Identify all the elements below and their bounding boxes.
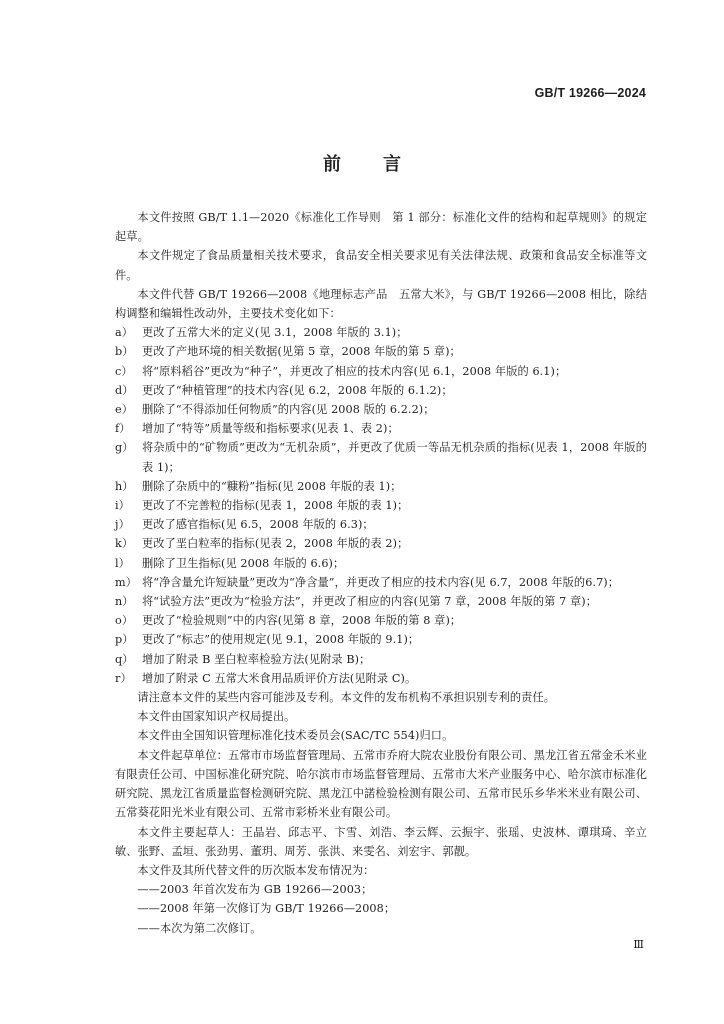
- list-item: [115, 438, 647, 476]
- list-item: [115, 496, 647, 515]
- history-line: ——2003 年首次发布为 GB 19266—2003；: [137, 883, 373, 897]
- closing-paragraph: 本文件主要起草人：王晶岩、邱志平、卞雪、刘浩、李云辉、云振宇、张瑶、史波林、谭琪琦、辛立敏、张野、孟垣、张劲男、董玥、周芳、张洪、来雯名、刘宏宇、郭靓。: [115, 825, 647, 858]
- list-item-text: 更改了“标志”的使用规定(见 9.1，2008 年版的 9.1)；: [142, 633, 420, 647]
- list-marker: p）: [115, 633, 134, 647]
- list-marker: q）: [115, 652, 134, 666]
- standard-code: GB/T 19266—2024: [534, 86, 646, 100]
- list-item: [115, 630, 647, 649]
- list-item: [115, 342, 647, 361]
- list-item-text: 将“净含量允许短缺量”更改为“净含量”，并更改了相应的技术内容(见 6.7，2008 年版的6.7)；: [142, 575, 620, 589]
- list-item-text: 将杂质中的“矿物质”更改为“无机杂质”，并更改了优质一等品无机杂质的指标(见表 1，2008 年版的表 1)；: [142, 441, 647, 474]
- list-marker: d）: [115, 383, 134, 397]
- list-marker: m）: [115, 575, 137, 589]
- closing-paragraph: 本文件起草单位：五常市市场监督管理局、五常市乔府大院农业股份有限公司、黑龙江省五常金禾米业有限责任公司、中国标准化研究院、哈尔滨市市场监督管理局、五常市大米产业服务中心、哈尔滨市标准化研究院、黑龙江省质量监督检测研究院、黑龙江中諾检验检测有限公司、五常市民乐乡华米米业有限公司、五常葵花阳光米业有限公司、五常市彩桥米业有限公司。: [115, 748, 647, 820]
- list-marker: j）: [115, 518, 130, 532]
- list-item: [115, 669, 647, 688]
- closing-paragraph: 请注意本文件的某些内容可能涉及专利。本文件的发布机构不承担识别专利的责任。: [137, 691, 556, 705]
- list-item: [115, 477, 647, 496]
- intro-paragraph: 本文件规定了食品质量相关技术要求，食品安全相关要求见有关法律法规、政策和食品安全标准等文件。: [115, 249, 647, 282]
- list-marker: g）: [115, 441, 134, 455]
- foreword-body: [115, 208, 647, 938]
- list-marker: i）: [115, 499, 130, 513]
- list-marker: e）: [115, 403, 134, 417]
- list-item: [115, 381, 647, 400]
- list-item-text: 更改了产地环境的相关数据(见第 5 章，2008 年版的第 5 章)；: [142, 345, 461, 359]
- list-item: [115, 419, 647, 438]
- list-item: [115, 592, 647, 611]
- list-item: [115, 611, 647, 630]
- title-char-2: 言: [383, 154, 401, 175]
- list-marker: o）: [115, 614, 134, 628]
- list-item-text: 更改了“种植管理”的技术内容(见 6.2，2008 年版的 6.1.2)；: [142, 383, 453, 397]
- list-marker: c）: [115, 364, 133, 378]
- list-marker: k）: [115, 537, 134, 551]
- list-marker: n）: [115, 595, 134, 609]
- list-marker: h）: [115, 479, 134, 493]
- list-item: [115, 650, 647, 669]
- list-item-text: 删除了“不得添加任何物质”的内容(见 2008 版的 6.2.2)；: [142, 403, 435, 417]
- intro-paragraph: 本文件按照 GB/T 1.1—2020《标准化工作导则 第 1 部分：标准化文件的结构和起草规则》的规定起草。: [115, 211, 647, 244]
- list-item-text: 删除了杂质中的“糠粉”指标(见 2008 年版的表 1)；: [142, 479, 402, 493]
- list-item-text: 更改了不完善粒的指标(见表 1，2008 年版的表 1)；: [142, 499, 409, 513]
- list-item-text: 更改了垩白粒率的指标(见表 2，2008 年版的表 2)；: [142, 537, 409, 551]
- list-marker: r）: [115, 671, 132, 685]
- list-item: [115, 400, 647, 419]
- list-marker: b）: [115, 345, 134, 359]
- list-marker: l）: [115, 556, 130, 570]
- list-item-text: 将“试验方法”更改为“检验方法”，并更改了相应的内容(见第 7 章，2008 年版的第 7 章)；: [142, 595, 597, 609]
- history-line: ——本次为第二次修订。: [137, 921, 262, 935]
- page-number: Ⅲ: [633, 938, 644, 951]
- list-marker: f）: [115, 422, 131, 436]
- intro-paragraph: 本文件代替 GB/T 19266—2008《地理标志产品 五常大米》，与 GB/T 19266—2008 相比，除结构调整和编辑性改动外，主要技术变化如下：: [115, 287, 647, 321]
- list-item-text: 增加了“特等”质量等级和指标要求(见表 1、表 2)；: [142, 422, 399, 436]
- history-line: ——2008 年第一次修订为 GB/T 19266—2008；: [137, 902, 396, 916]
- list-marker: a）: [115, 326, 134, 340]
- list-item: [115, 323, 647, 342]
- list-item-text: 增加了附录 C 五常大米食用品质评价方法(见附录 C)。: [142, 671, 417, 685]
- list-item-text: 将“原料稻谷”更改为“种子”，并更改了相应的技术内容(见 6.1，2008 年版的 6.1)；: [142, 364, 567, 378]
- list-item-text: 增加了附录 B 垩白粒率检验方法(见附录 B)；: [142, 652, 371, 666]
- list-item: [115, 534, 647, 553]
- title-char-1: 前: [323, 154, 341, 175]
- list-item-text: 更改了“检验规则”中的内容(见第 8 章，2008 年版的第 8 章)；: [142, 614, 462, 628]
- closing-paragraph: 本文件由国家知识产权局提出。: [137, 710, 296, 724]
- list-item: [115, 573, 647, 592]
- list-item-text: 更改了感官指标(见 6.5，2008 年版的 6.3)；: [142, 518, 374, 532]
- list-item: [115, 554, 647, 573]
- page-title: [0, 150, 724, 176]
- list-item: [115, 515, 647, 534]
- changes-list: [115, 323, 647, 688]
- list-item-text: 删除了卫生指标(见 2008 年版的 6.6)；: [142, 556, 345, 570]
- list-item-text: 更改了五常大米的定义(见 3.1，2008 年版的 3.1)；: [142, 326, 408, 340]
- closing-paragraph: 本文件及其所代替文件的历次版本发布情况为：: [137, 863, 375, 877]
- closing-paragraph: 本文件由全国知识管理标准化技术委员会(SAC/TC 554)归口。: [137, 729, 454, 743]
- list-item: [115, 362, 647, 381]
